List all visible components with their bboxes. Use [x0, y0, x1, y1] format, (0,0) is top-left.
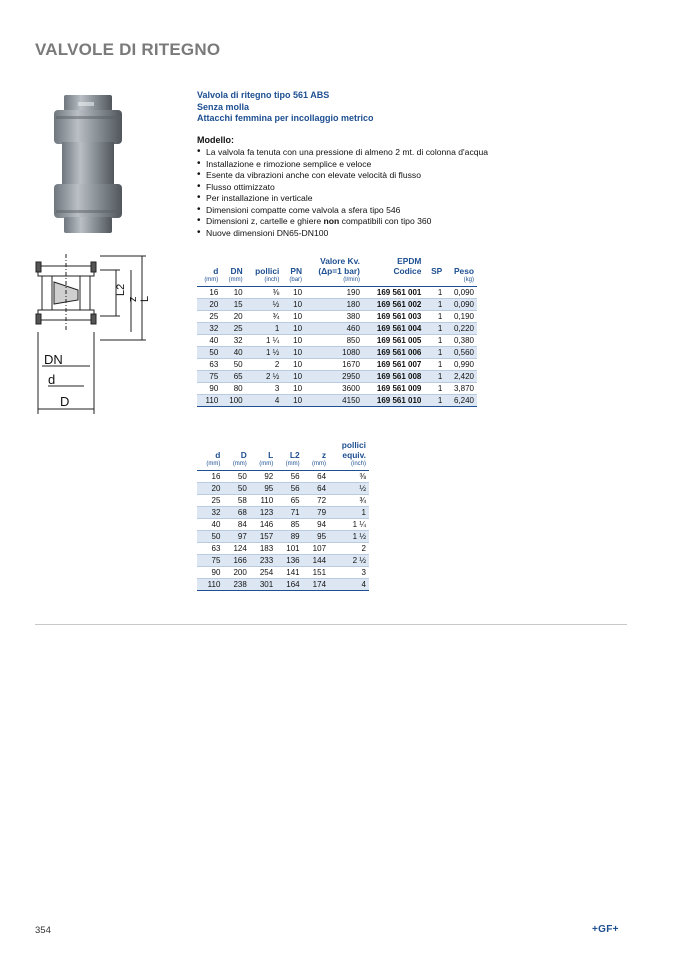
- column-unit: (mm): [232, 461, 247, 467]
- table-row: [197, 347, 477, 359]
- table-row: [197, 519, 369, 531]
- table-cell: 65: [221, 371, 245, 383]
- table-cell: 3600: [305, 383, 363, 395]
- feature-text: Installazione e rimozione semplice e veloce: [206, 158, 372, 169]
- table-cell: 1: [424, 335, 445, 347]
- table-cell: ½: [246, 299, 283, 311]
- table-cell: 110: [250, 495, 276, 507]
- table-cell: 107: [303, 543, 329, 555]
- table-cell: 190: [305, 287, 363, 299]
- table-row: [197, 395, 477, 407]
- table-row: [197, 507, 369, 519]
- feature-item: [197, 147, 557, 159]
- table-cell: 68: [223, 507, 249, 519]
- table-cell: 101: [276, 543, 302, 555]
- table-cell: 79: [303, 507, 329, 519]
- table-cell: 169 561 001: [363, 287, 424, 299]
- table-cell: 1: [424, 383, 445, 395]
- table-cell: 1: [424, 395, 445, 407]
- table-cell: 4: [329, 579, 369, 591]
- table-cell: 56: [276, 483, 302, 495]
- table-cell: 169 561 002: [363, 299, 424, 311]
- column-header-label: EPDM: [397, 256, 422, 266]
- table-cell: 3: [246, 383, 283, 395]
- page-number: 354: [35, 925, 51, 936]
- table-cell: 10: [282, 347, 305, 359]
- product-connection: Attacchi femmina per incollaggio metrico: [197, 113, 374, 123]
- table-cell: ⅜: [246, 287, 283, 299]
- table-cell: 164: [276, 579, 302, 591]
- specs-table: [197, 256, 477, 407]
- table-cell: 50: [197, 347, 221, 359]
- table-cell: 4: [246, 395, 283, 407]
- feature-item: [197, 216, 557, 228]
- page-title: VALVOLE DI RITEGNO: [35, 40, 221, 59]
- drawing-label-d-large: D: [60, 394, 70, 409]
- table-cell: 90: [197, 567, 223, 579]
- column-header-label: PN: [290, 266, 303, 276]
- gf-logo: +GF+: [592, 924, 619, 935]
- table-cell: 1 ¼: [329, 519, 369, 531]
- column-header: [424, 256, 445, 287]
- column-header: [303, 440, 329, 471]
- drawing-label-d-small: d: [48, 372, 56, 387]
- product-description: [197, 90, 557, 239]
- table-cell: 16: [197, 471, 223, 483]
- column-header: [197, 440, 223, 471]
- table-cell: 1: [424, 323, 445, 335]
- feature-item: [197, 205, 557, 217]
- table-cell: 25: [197, 495, 223, 507]
- table-cell: 15: [221, 299, 245, 311]
- column-header-label: SP: [431, 266, 443, 276]
- table-cell: 10: [282, 311, 305, 323]
- table-cell: 10: [282, 359, 305, 371]
- column-header: [223, 440, 249, 471]
- table-row: [197, 311, 477, 323]
- column-header-label-2: (Δp=1 bar): [318, 266, 360, 276]
- column-header: [246, 256, 283, 287]
- column-header: [282, 256, 305, 287]
- table-cell: 32: [197, 323, 221, 335]
- table-cell: 92: [250, 471, 276, 483]
- table-cell: 123: [250, 507, 276, 519]
- table-cell: 2950: [305, 371, 363, 383]
- table-cell: 1: [424, 371, 445, 383]
- table-cell: 50: [223, 471, 249, 483]
- table-cell: 1080: [305, 347, 363, 359]
- drawing-label-l2: L2: [115, 283, 127, 296]
- table-cell: 80: [221, 383, 245, 395]
- column-header: [197, 256, 221, 287]
- table-cell: 0,380: [445, 335, 477, 347]
- section-divider: [35, 624, 627, 625]
- table-cell: 169 561 003: [363, 311, 424, 323]
- table-cell: 32: [221, 335, 245, 347]
- column-header-label-2: Codice: [393, 266, 422, 276]
- table-cell: 40: [221, 347, 245, 359]
- table-cell: 144: [303, 555, 329, 567]
- column-unit: (bar): [289, 277, 303, 283]
- table-cell: 50: [223, 483, 249, 495]
- table-cell: 10: [282, 383, 305, 395]
- table-cell: 110: [197, 395, 221, 407]
- table-cell: 850: [305, 335, 363, 347]
- model-heading: Modello:: [197, 134, 234, 145]
- table-cell: 10: [221, 287, 245, 299]
- table-cell: 85: [276, 519, 302, 531]
- column-header-label: d: [215, 450, 221, 460]
- table-cell: ⅜: [329, 471, 369, 483]
- table-cell: 10: [282, 335, 305, 347]
- valve-technical-drawing: [28, 254, 158, 429]
- table-cell: ½: [329, 483, 369, 495]
- table-cell: 25: [197, 311, 221, 323]
- table-cell: 20: [221, 311, 245, 323]
- column-header-label: pollici: [341, 440, 366, 450]
- feature-text: Esente da vibrazioni anche con elevate velocità di flusso: [206, 170, 421, 180]
- table-cell: 1: [424, 311, 445, 323]
- table-cell: 180: [305, 299, 363, 311]
- table-cell: 10: [282, 287, 305, 299]
- feature-text: La valvola fa tenuta con una pressione di almeno 2 mt. di colonna d'acqua: [206, 147, 489, 157]
- feature-text: Dimensioni z, cartelle e ghiere: [206, 216, 324, 226]
- feature-text-end: compatibili con tipo 360: [339, 216, 432, 226]
- table-cell: 3: [329, 567, 369, 579]
- table-cell: 254: [250, 567, 276, 579]
- table-cell: 25: [221, 323, 245, 335]
- table-cell: 56: [276, 471, 302, 483]
- drawing-label-z: z: [127, 296, 139, 302]
- column-unit: (mm): [204, 277, 219, 283]
- table-cell: 50: [221, 359, 245, 371]
- column-header-label: L: [268, 450, 274, 460]
- table-cell: 4150: [305, 395, 363, 407]
- table-cell: 72: [303, 495, 329, 507]
- column-unit: [427, 276, 442, 284]
- table-cell: 40: [197, 519, 223, 531]
- table-cell: 2 ½: [246, 371, 283, 383]
- table-row: [197, 299, 477, 311]
- column-header: [445, 256, 477, 287]
- table-cell: ¾: [329, 495, 369, 507]
- table-cell: 10: [282, 299, 305, 311]
- table-cell: 301: [250, 579, 276, 591]
- column-unit: (kg): [463, 277, 474, 283]
- column-header-label: Peso: [453, 266, 474, 276]
- column-header: [250, 440, 276, 471]
- table-cell: 166: [223, 555, 249, 567]
- feature-item: [197, 228, 557, 240]
- table-cell: 10: [282, 395, 305, 407]
- table-row: [197, 323, 477, 335]
- column-unit: (mm): [206, 461, 221, 467]
- table-cell: 2: [329, 543, 369, 555]
- table-cell: 1670: [305, 359, 363, 371]
- table-cell: 238: [223, 579, 249, 591]
- feature-item: [197, 182, 557, 194]
- column-unit: (mm): [312, 461, 327, 467]
- table-cell: 16: [197, 287, 221, 299]
- table-cell: 58: [223, 495, 249, 507]
- table-cell: 71: [276, 507, 302, 519]
- column-header: [305, 256, 363, 287]
- table-cell: 40: [197, 335, 221, 347]
- table-cell: 1: [246, 323, 283, 335]
- table-cell: 2,420: [445, 371, 477, 383]
- drawing-label-dn: DN: [44, 352, 63, 367]
- table-cell: 169 561 005: [363, 335, 424, 347]
- table-cell: 169 561 004: [363, 323, 424, 335]
- table-cell: 0,090: [445, 287, 477, 299]
- table-cell: 20: [197, 299, 221, 311]
- column-header-label-2: equiv.: [342, 450, 366, 460]
- table-row: [197, 567, 369, 579]
- column-header-label: DN: [230, 266, 243, 276]
- feature-text: Per installazione in verticale: [206, 193, 313, 203]
- table-row: [197, 495, 369, 507]
- table-row: [197, 359, 477, 371]
- table-cell: 0,090: [445, 299, 477, 311]
- table-cell: 97: [223, 531, 249, 543]
- table-cell: 6,240: [445, 395, 477, 407]
- product-subtitle: Senza molla: [197, 101, 250, 112]
- column-header-label: pollici: [255, 266, 280, 276]
- table-cell: 10: [282, 323, 305, 335]
- table-cell: 32: [197, 507, 223, 519]
- table-cell: 63: [197, 359, 221, 371]
- table-row: [197, 555, 369, 567]
- table-row: [197, 579, 369, 591]
- table-cell: ¾: [246, 311, 283, 323]
- table-cell: 124: [223, 543, 249, 555]
- table-cell: 89: [276, 531, 302, 543]
- table-row: [197, 335, 477, 347]
- table-cell: 3,870: [445, 383, 477, 395]
- table-cell: 0,560: [445, 347, 477, 359]
- table-cell: 1 ½: [246, 347, 283, 359]
- table-cell: 20: [197, 483, 223, 495]
- table-cell: 169 561 010: [363, 395, 424, 407]
- valve-photo: [38, 92, 138, 237]
- table-cell: 174: [303, 579, 329, 591]
- feature-text: Flusso ottimizzato: [206, 181, 275, 192]
- table-row: [197, 383, 477, 395]
- column-unit: (inch): [264, 277, 280, 283]
- column-header-label: Valore Kv.: [320, 256, 360, 266]
- table-cell: 1: [424, 359, 445, 371]
- column-header-label: D: [240, 450, 247, 460]
- table-cell: 84: [223, 519, 249, 531]
- table-cell: 151: [303, 567, 329, 579]
- table-cell: 1 ¼: [246, 335, 283, 347]
- table-cell: 0,990: [445, 359, 477, 371]
- table-cell: 95: [303, 531, 329, 543]
- table-cell: 75: [197, 555, 223, 567]
- table-cell: 50: [197, 531, 223, 543]
- feature-item: [197, 159, 557, 171]
- table-cell: 64: [303, 471, 329, 483]
- table-cell: 146: [250, 519, 276, 531]
- column-header: [221, 256, 245, 287]
- table-cell: 169 561 008: [363, 371, 424, 383]
- column-header: [363, 256, 424, 287]
- table-cell: 169 561 009: [363, 383, 424, 395]
- column-unit: (mm): [285, 461, 300, 467]
- column-header-label: d: [213, 266, 219, 276]
- table-cell: 110: [197, 579, 223, 591]
- table-cell: 10: [282, 371, 305, 383]
- feature-emphasis: non: [323, 216, 340, 226]
- dimensions-table: [197, 440, 369, 591]
- table-cell: 100: [221, 395, 245, 407]
- table-cell: 141: [276, 567, 302, 579]
- column-header-label: L2: [289, 450, 300, 460]
- table-row: [197, 483, 369, 495]
- table-row: [197, 543, 369, 555]
- table-cell: 169 561 006: [363, 347, 424, 359]
- drawing-label-l: L: [139, 295, 151, 302]
- column-header: [329, 440, 369, 471]
- table-row: [197, 287, 477, 299]
- table-cell: 65: [276, 495, 302, 507]
- table-cell: 2 ½: [329, 555, 369, 567]
- table-row: [197, 471, 369, 483]
- table-cell: 63: [197, 543, 223, 555]
- table-row: [197, 371, 477, 383]
- feature-item: [197, 193, 557, 205]
- feature-item: [197, 170, 557, 182]
- table-cell: 200: [223, 567, 249, 579]
- table-cell: 233: [250, 555, 276, 567]
- table-cell: 95: [250, 483, 276, 495]
- table-cell: 0,220: [445, 323, 477, 335]
- table-cell: 75: [197, 371, 221, 383]
- table-cell: 1 ½: [329, 531, 369, 543]
- table-cell: 90: [197, 383, 221, 395]
- table-cell: 183: [250, 543, 276, 555]
- column-unit: (mm): [259, 461, 274, 467]
- table-row: [197, 531, 369, 543]
- table-cell: 136: [276, 555, 302, 567]
- table-cell: 1: [424, 347, 445, 359]
- table-cell: 1: [424, 299, 445, 311]
- table-cell: 94: [303, 519, 329, 531]
- table-cell: 169 561 007: [363, 359, 424, 371]
- column-unit: (l/min): [343, 277, 360, 283]
- table-cell: 380: [305, 311, 363, 323]
- column-unit: (inch): [350, 461, 366, 467]
- table-cell: 1: [329, 507, 369, 519]
- feature-list: [197, 147, 557, 239]
- feature-text: Nuove dimensioni DN65-DN100: [206, 227, 329, 238]
- column-unit: [366, 276, 421, 284]
- column-header-label: z: [321, 450, 327, 460]
- product-name: Valvola di ritegno tipo 561 ABS: [197, 90, 330, 100]
- column-header: [276, 440, 302, 471]
- table-cell: 157: [250, 531, 276, 543]
- column-unit: (mm): [228, 277, 243, 283]
- table-cell: 1: [424, 287, 445, 299]
- table-cell: 0,190: [445, 311, 477, 323]
- feature-text: Dimensioni compatte come valvola a sfera tipo 546: [206, 204, 401, 215]
- table-cell: 64: [303, 483, 329, 495]
- table-cell: 2: [246, 359, 283, 371]
- table-cell: 460: [305, 323, 363, 335]
